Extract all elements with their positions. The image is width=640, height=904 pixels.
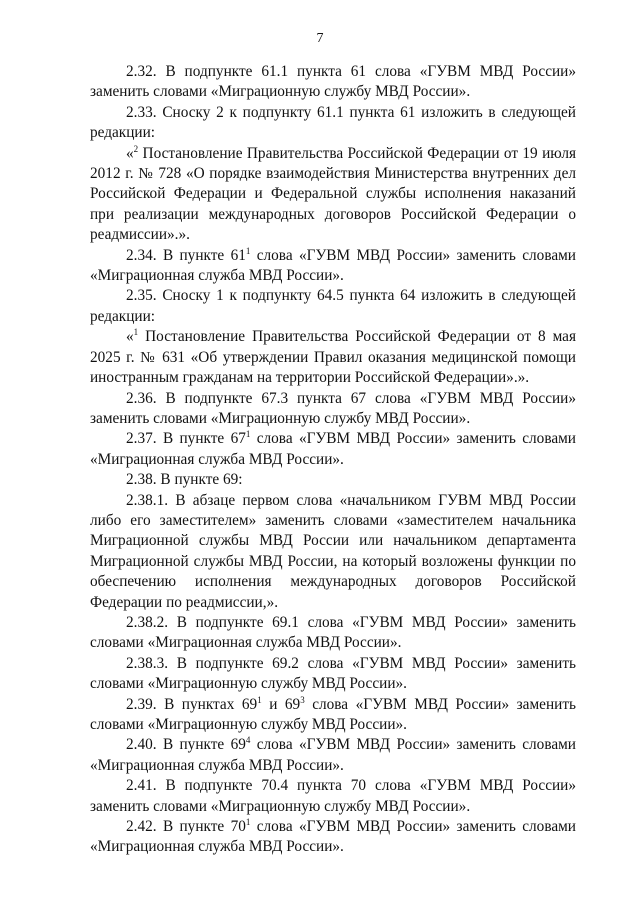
paragraph-text: 2.42. В пункте 70 xyxy=(126,818,246,836)
footnote-superscript: 1 xyxy=(245,817,251,828)
paragraph xyxy=(90,654,576,695)
paragraph-text: 2.38.3. В подпункте 69.2 слова «ГУВМ МВД России» заменить словами «Миграционную службу МВД России». xyxy=(90,654,576,693)
footnote-superscript: 1 xyxy=(257,694,262,705)
paragraph xyxy=(90,62,576,103)
page-number: 7 xyxy=(316,31,324,46)
paragraph-text: и 69 xyxy=(261,695,301,713)
paragraph xyxy=(90,613,576,654)
paragraph-text: 2.35. Сноску 1 к подпункту 64.5 пункта 64 изложить в следующей редакции: xyxy=(90,287,576,325)
paragraph-text: слова «ГУВМ МВД России» заменить словами «Миграционную службу МВД России». xyxy=(90,695,576,733)
paragraph xyxy=(90,491,576,613)
paragraph-text: « xyxy=(126,144,134,162)
paragraph-text: 2.36. В подпункте 67.3 пункта 67 слова «ГУВМ МВД России» заменить словами «Миграционную службу МВД России». xyxy=(90,389,576,427)
paragraph-text: 2.33. Сноску 2 к подпункту 61.1 пункта 61 изложить в следующей редакции: xyxy=(90,103,576,142)
paragraph-text: слова «ГУВМ МВД России» заменить словами «Миграционная служба МВД России». xyxy=(90,246,576,285)
paragraph xyxy=(90,776,576,817)
paragraph-text: слова «ГУВМ МВД России» заменить словами «Миграционная служба МВД России». xyxy=(90,736,576,774)
paragraph-text: 2.32. В подпункте 61.1 пункта 61 слова «ГУВМ МВД России» заменить словами «Миграционную службу МВД России». xyxy=(90,63,576,101)
paragraph-text: « xyxy=(126,328,134,346)
paragraph-text: слова «ГУВМ МВД России» заменить словами «Миграционная служба МВД России». xyxy=(90,430,576,468)
paragraph xyxy=(90,695,576,736)
footnote-superscript: 2 xyxy=(133,143,139,154)
paragraph xyxy=(90,389,576,430)
paragraph-text: 2.38.2. В подпункте 69.1 слова «ГУВМ МВД России» заменить словами «Миграционная служба МВД России». xyxy=(90,613,576,652)
paragraph xyxy=(90,429,576,470)
paragraph xyxy=(90,735,576,776)
footnote-superscript: 1 xyxy=(133,327,139,338)
paragraph-text: 2.38.1. В абзаце первом слова «начальником ГУВМ МВД России либо его заместителем» заменить словами «заместителем начальника Миграционной службы МВД России или начальником департамента Миграционной службы МВД России, на который возложены функции по обеспечению исполнения международных договоров Российской Федерации по реадмиссии,». xyxy=(90,491,576,611)
paragraph-text: 2.39. В пунктах 69 xyxy=(126,695,258,713)
paragraph xyxy=(90,470,576,490)
paragraph-text: слова «ГУВМ МВД России» заменить словами «Миграционная служба МВД России». xyxy=(90,818,576,856)
paragraph xyxy=(90,144,576,246)
paragraph-text: 2.38. В пункте 69: xyxy=(126,471,243,489)
footnote-superscript: 1 xyxy=(245,245,251,256)
paragraph xyxy=(90,327,576,388)
paragraph xyxy=(90,817,576,858)
document-body xyxy=(90,62,576,858)
paragraph xyxy=(90,286,576,327)
footnote-superscript: 3 xyxy=(300,694,305,705)
footnote-superscript: 4 xyxy=(245,735,251,746)
paragraph xyxy=(90,103,576,144)
paragraph-text: Постановление Правительства Российской Федерации от 19 июля 2012 г. № 728 «О порядке взаимодействия Министерства внутренних дел Российской Федерации и Федеральной службы исполнения наказаний при реализации международных договоров Российской Федерации о реадмиссии».». xyxy=(90,144,576,244)
paragraph-text: 2.40. В пункте 69 xyxy=(126,736,246,754)
paragraph-text: 2.34. В пункте 61 xyxy=(126,246,246,264)
paragraph-text: 2.37. В пункте 67 xyxy=(126,430,246,448)
paragraph-text: 2.41. В подпункте 70.4 пункта 70 слова «ГУВМ МВД России» заменить словами «Миграционную службу МВД России». xyxy=(90,777,576,815)
paragraph xyxy=(90,246,576,287)
footnote-superscript: 1 xyxy=(245,429,251,440)
paragraph-text: Постановление Правительства Российской Федерации от 8 мая 2025 г. № 631 «Об утверждении Правил оказания медицинской помощи иностранным гражданам на территории Российской Федерации».». xyxy=(90,328,576,387)
